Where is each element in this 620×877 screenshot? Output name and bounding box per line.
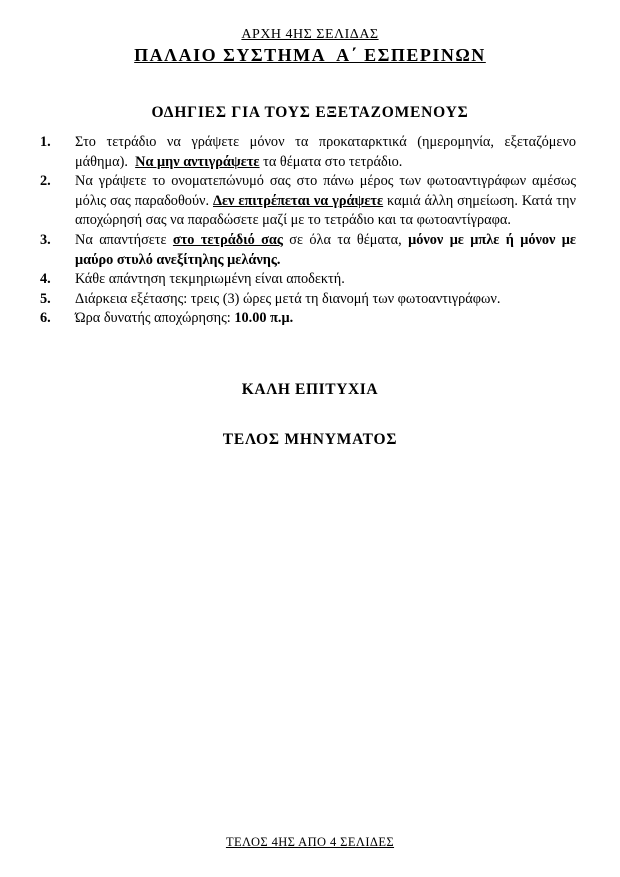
item-number: 3.	[40, 231, 51, 248]
instruction-item	[40, 270, 576, 290]
item-text: Κάθε απάντηση τεκμηριωμένη είναι αποδεκτή.	[75, 271, 345, 288]
instructions-heading: ΟΔΗΓΙΕΣ ΓΙΑ ΤΟΥΣ ΕΞΕΤΑΖΟΜΕΝΟΥΣ	[151, 104, 469, 121]
good-luck-text: ΚΑΛΗ ΕΠΙΤΥΧΙΑ	[241, 381, 379, 398]
page-end-label: ΤΕΛΟΣ 4ΗΣ ΑΠΟ 4 ΣΕΛΙΔΕΣ	[225, 835, 395, 849]
item-number: 2.	[40, 173, 51, 190]
page-header	[0, 27, 620, 43]
end-of-message-text: ΤΕΛΟΣ ΜΗΝΥΜΑΤΟΣ	[222, 431, 398, 448]
item-bold: μόνον με μπλε ή μόνον με μαύρο στυλό ανεξίτηλης μελάνης.	[75, 231, 576, 268]
item-text: σε όλα τα θέματα,	[282, 231, 409, 248]
item-emphasis: Να μην αντιγράψετε	[135, 153, 260, 170]
instruction-item	[40, 172, 576, 231]
page-start-label: ΑΡΧΗ 4ΗΣ ΣΕΛΙΔΑΣ	[241, 27, 379, 42]
page-footer	[0, 835, 620, 850]
instructions-list	[40, 133, 580, 329]
instruction-item	[40, 290, 576, 310]
item-text: Ώρα δυνατής αποχώρησης:	[75, 310, 235, 327]
item-text: Στο τετράδιο να γράψετε μόνον τα προκαταρκτικά (ημερομηνία, εξεταζόμενο μάθημα).	[75, 134, 580, 170]
item-text: Να απαντήσετε	[75, 231, 173, 248]
item-emphasis: στο τετράδιό σας	[172, 231, 283, 248]
item-text: Διάρκεια εξέτασης: τρεις (3) ώρες μετά τη διανομή των φωτοαντιγράφων.	[75, 290, 501, 307]
item-number: 1.	[40, 134, 51, 150]
document-title-text: ΠΑΛΑΙΟ ΣΥΣΤΗΜΑ Α΄ ΕΣΠΕΡΙΝΩΝ	[134, 45, 486, 65]
instruction-item	[40, 133, 580, 172]
item-text: τα θέματα στο τετράδιο.	[259, 153, 403, 170]
item-text: Να γράψετε το ονοματεπώνυμό σας στο πάνω μέρος των φωτοαντιγράφων αμέσως μόλις σας παραδοθούν.	[75, 173, 576, 209]
item-number: 5.	[40, 290, 51, 307]
document-title	[0, 45, 620, 66]
item-bold: 10.00 π.μ.	[234, 310, 294, 327]
item-emphasis: Δεν επιτρέπεται να γράψετε	[212, 192, 384, 209]
instruction-item	[40, 231, 576, 270]
instruction-item	[40, 309, 576, 329]
item-text: καμιά άλλη σημείωση. Κατά την αποχώρησή σας να παραδώσετε μαζί με το τετράδιο και τα φωτοαντίγραφα.	[75, 192, 576, 229]
item-number: 4.	[40, 271, 51, 288]
item-number: 6.	[40, 310, 51, 327]
